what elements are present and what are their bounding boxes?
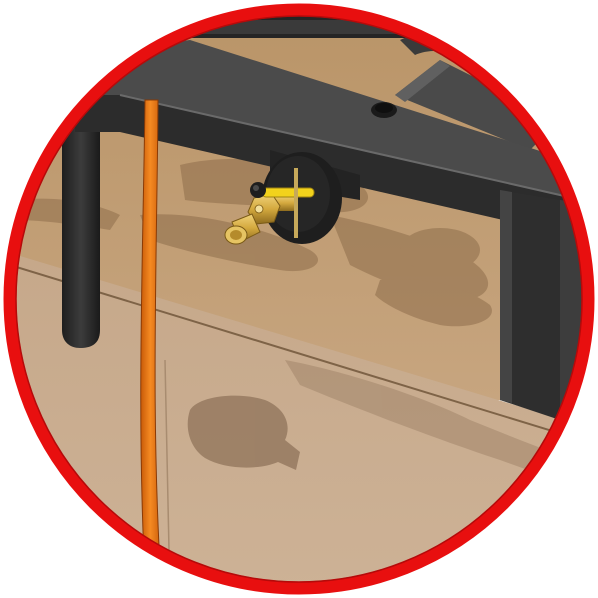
- frame-leg-right-shade: [500, 190, 512, 403]
